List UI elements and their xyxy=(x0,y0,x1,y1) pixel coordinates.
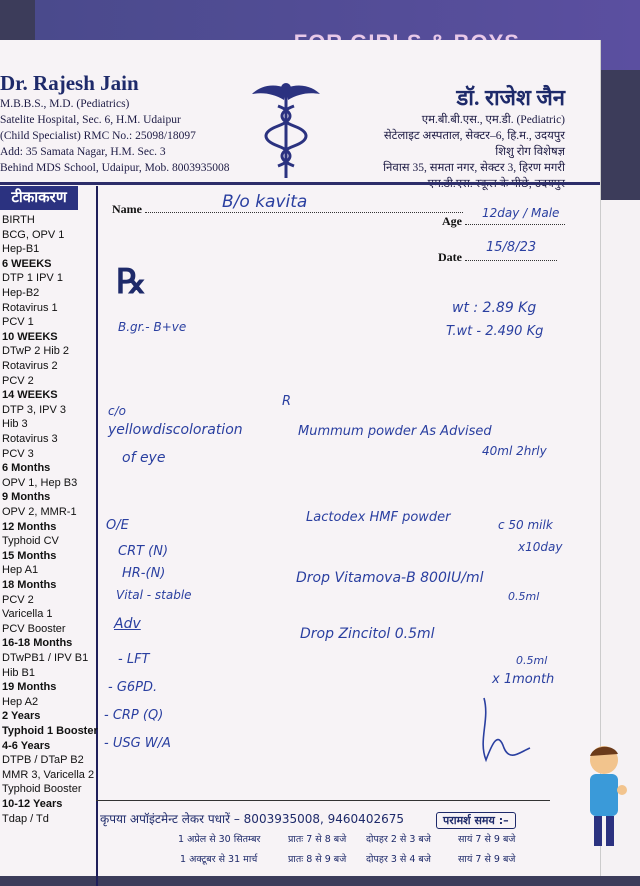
vaccination-item: OPV 2, MMR-1 xyxy=(2,506,77,518)
header-line: निवास 35, समता नगर, सेक्टर 3, हिरण मगरी xyxy=(383,162,565,174)
timing-evening-1: सायं 7 से 9 बजे xyxy=(458,834,516,845)
cartoon-kid-icon xyxy=(578,740,628,850)
r-mark: R xyxy=(282,394,292,409)
vaccination-item: 16-18 Months xyxy=(2,637,73,650)
visit-date: 15/8/23 xyxy=(486,240,537,255)
header-line: Behind MDS School, Udaipur, Mob. 8003935008 xyxy=(0,162,230,174)
vaccination-item: 6 Months xyxy=(2,462,51,475)
medicine-2-duration: x10day xyxy=(518,540,563,554)
appointment-note: कृपया अपॉइंटमेन्ट लेकर पधारें – 8003935008, 9460402675 xyxy=(100,812,404,826)
vaccination-item: 10 WEEKS xyxy=(2,330,58,343)
advice-label: Adv xyxy=(114,616,141,632)
vaccination-item: Varicella 1 xyxy=(2,608,53,621)
doctor-name-hindi: डॉ. राजेश जैन xyxy=(456,85,565,110)
twin-weight: T.wt - 2.490 Kg xyxy=(446,324,544,339)
header-line: M.B.B.S., M.D. (Pediatrics) xyxy=(0,98,130,110)
weight: wt : 2.89 Kg xyxy=(452,300,537,316)
vaccination-item: Hep A1 xyxy=(2,564,39,577)
vaccination-item: Hib B1 xyxy=(2,666,36,679)
vaccination-item: PCV 2 xyxy=(2,374,34,387)
doctor-name-english: Dr. Rajesh Jain xyxy=(0,71,139,95)
complaint-line-1: yellowdiscoloration xyxy=(108,422,243,438)
vaccination-item: Rotavirus 3 xyxy=(2,433,58,445)
doctor-signature xyxy=(470,690,540,780)
patient-name: B/o kavita xyxy=(222,192,308,212)
timing-morning-1: प्रातः 7 से 8 बजे xyxy=(288,834,347,845)
name-label: Name xyxy=(112,202,142,216)
date-label: Date xyxy=(438,250,462,264)
header-line: एम.बी.बी.एस., एम.डी. (Pediatric) xyxy=(421,114,565,126)
vaccination-item: MMR 3, Varicella 2 xyxy=(2,768,95,781)
vaccination-item: 2 Years xyxy=(2,710,41,723)
vaccination-item: 9 Months xyxy=(2,491,51,504)
header-line: Add: 35 Samata Nagar, H.M. Sec. 3 xyxy=(0,146,166,158)
doctor-header-hindi xyxy=(335,84,565,192)
vaccination-item: PCV Booster xyxy=(2,622,66,635)
vaccination-item: Tdap / Td xyxy=(2,812,49,825)
vaccination-item: Hep A2 xyxy=(2,695,39,708)
header-line: Satelite Hospital, Sec. 6, H.M. Udaipur xyxy=(0,114,181,126)
medicine-4-duration: x 1month xyxy=(492,672,555,687)
vaccination-item: DTwPB1 / IPV B1 xyxy=(2,652,89,664)
header-rule xyxy=(0,182,600,185)
vaccination-item: Typhoid 1 Booster xyxy=(2,725,98,737)
vaccination-item: Rotavirus 1 xyxy=(2,301,58,314)
doctor-header-english xyxy=(0,70,240,176)
age-label: Age xyxy=(442,214,462,228)
co-label: c/o xyxy=(108,404,126,418)
vaccination-item: Rotavirus 2 xyxy=(2,360,58,372)
vaccination-item: PCV 2 xyxy=(2,593,34,606)
medicine-3: Drop Vitamova-B 800IU/ml xyxy=(296,570,484,586)
vaccination-sidebar xyxy=(0,186,98,886)
medicine-4-dose: 0.5ml xyxy=(516,654,548,667)
consultation-time-label: परामर्श समय :– xyxy=(436,812,516,829)
crt-finding: CRT (N) xyxy=(118,544,169,559)
vaccination-item: DTPB / DTaP B2 xyxy=(2,754,84,767)
vaccination-item: DTP 1 IPV 1 xyxy=(2,272,63,285)
vaccination-item: 6 WEEKS xyxy=(2,257,52,270)
vaccination-item: Typhoid CV xyxy=(2,535,59,548)
patient-age: 12day / Male xyxy=(482,206,560,220)
medicine-4: Drop Zincitol 0.5ml xyxy=(300,626,435,642)
vaccination-item: BIRTH xyxy=(2,214,35,226)
vaccination-item: BCG, OPV 1 xyxy=(2,228,65,241)
timing-period-2: 1 अक्टूबर से 31 मार्च xyxy=(180,854,258,865)
vaccination-item: DTwP 2 Hib 2 xyxy=(2,345,70,358)
advice-usg: - USG W/A xyxy=(104,736,171,751)
age-line xyxy=(465,224,565,225)
medicine-1-dose: 40ml 2hrly xyxy=(482,444,547,458)
header-line: सेटेलाइट अस्पताल, सेक्टर–6, हि.म., उदयपुर xyxy=(383,130,565,142)
vaccination-item: Typhoid Booster xyxy=(2,783,82,796)
advice-crp: - CRP (Q) xyxy=(104,708,164,723)
oe-label: O/E xyxy=(106,518,129,533)
medicine-2-note: c 50 milk xyxy=(498,518,553,532)
medicine-1: Mummum powder As Advised xyxy=(298,424,492,439)
vaccination-item: DTP 3, IPV 3 xyxy=(2,403,66,416)
footer-rule xyxy=(96,800,550,801)
vaccination-item: Hib 3 xyxy=(2,418,28,431)
vaccination-item: 12 Months xyxy=(2,520,57,533)
vaccination-item: PCV 3 xyxy=(2,447,34,460)
vaccination-item: 15 Months xyxy=(2,549,57,562)
timing-afternoon-2: दोपहर 3 से 4 बजे xyxy=(366,854,431,865)
timing-morning-2: प्रातः 8 से 9 बजे xyxy=(288,854,347,865)
vaccination-item: Hep-B2 xyxy=(2,287,40,299)
vaccination-item: OPV 1, Hep B3 xyxy=(2,476,78,489)
vaccination-item: 4-6 Years xyxy=(2,739,51,752)
advice-g6pd: - G6PD. xyxy=(108,680,158,695)
header-line: शिशु रोग विशेषज्ञ xyxy=(495,146,565,158)
vaccination-item: 14 WEEKS xyxy=(2,389,58,402)
vital-finding: Vital - stable xyxy=(116,588,192,602)
timing-evening-2: सायं 7 से 9 बजे xyxy=(458,854,516,865)
timing-afternoon-1: दोपहर 2 से 3 बजे xyxy=(366,834,431,845)
vaccination-item: 19 Months xyxy=(2,681,57,694)
medicine-2: Lactodex HMF powder xyxy=(306,510,451,525)
advice-lft: - LFT xyxy=(118,652,150,667)
vaccination-item: 18 Months xyxy=(2,579,57,591)
timing-period-1: 1 अप्रेल से 30 सितम्बर xyxy=(178,834,261,845)
blood-group: B.gr.- B+ve xyxy=(118,320,187,334)
hr-finding: HR-(N) xyxy=(122,566,166,581)
vaccination-title: टीकाकरण xyxy=(0,186,78,210)
vaccination-item: 10-12 Years xyxy=(2,798,63,810)
medicine-3-dose: 0.5ml xyxy=(508,590,540,603)
vaccination-item: Hep-B1 xyxy=(2,243,40,256)
vaccination-item: PCV 1 xyxy=(2,316,34,329)
caduceus-logo xyxy=(250,80,322,180)
rx-symbol: ℞ xyxy=(116,264,147,301)
header-line: (Child Specialist) RMC No.: 25098/18097 xyxy=(0,130,196,142)
complaint-line-2: of eye xyxy=(122,450,166,466)
date-line xyxy=(465,260,557,261)
name-line xyxy=(145,212,463,213)
